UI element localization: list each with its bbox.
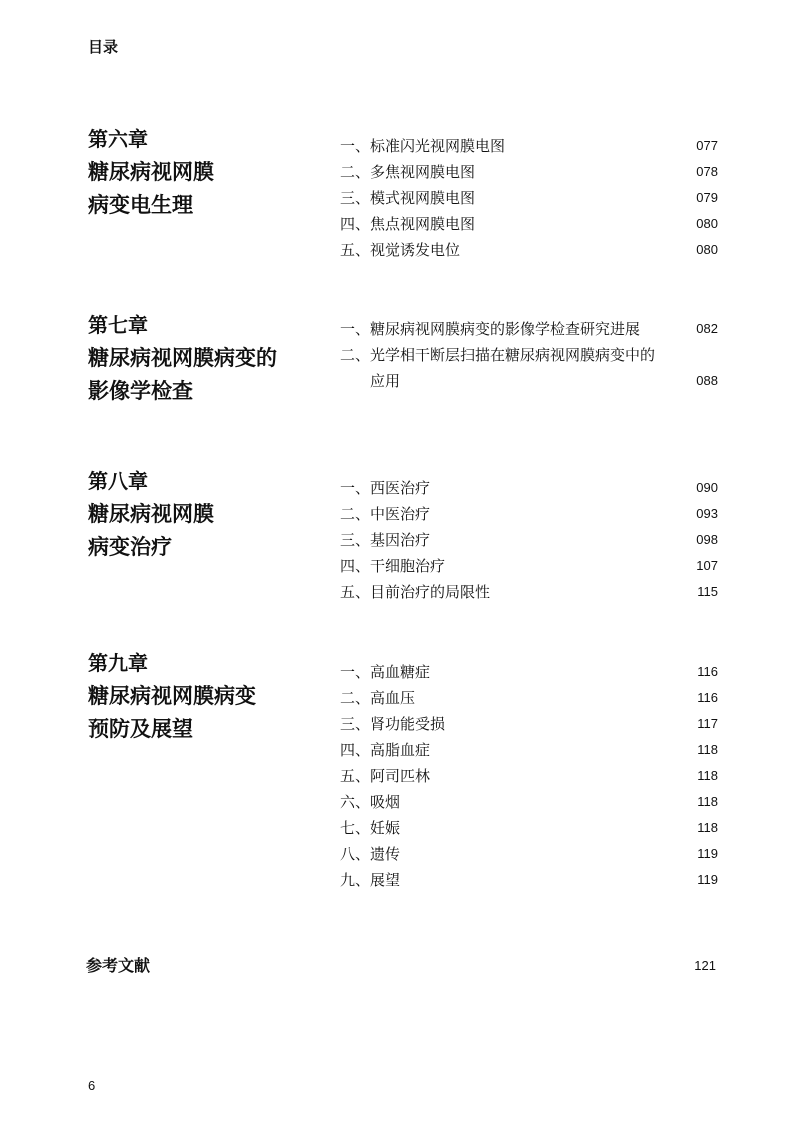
entry-page: 118 bbox=[697, 768, 718, 783]
entry-text: 九、展望 bbox=[340, 871, 401, 889]
toc-entry[interactable] bbox=[340, 475, 718, 501]
section-list bbox=[340, 475, 718, 605]
toc-entry[interactable] bbox=[340, 342, 718, 394]
toc-entry[interactable] bbox=[340, 185, 718, 211]
page-header: 目录 bbox=[88, 38, 119, 56]
toc-entry[interactable] bbox=[340, 841, 718, 867]
entry-text: 二、中医治疗 bbox=[340, 505, 431, 523]
entry-text: 四、干细胞治疗 bbox=[340, 557, 446, 575]
chapter-title-line: 病变电生理 bbox=[88, 193, 193, 217]
entry-page: 118 bbox=[697, 742, 718, 757]
chapter-6 bbox=[88, 126, 718, 259]
section-list bbox=[340, 316, 718, 394]
entry-page: 082 bbox=[696, 321, 718, 336]
entry-page: 119 bbox=[697, 872, 718, 887]
entry-text: 二、高血压 bbox=[340, 689, 416, 707]
entry-text: 一、高血糖症 bbox=[340, 663, 431, 681]
toc-entry[interactable] bbox=[340, 711, 718, 737]
toc-entry[interactable] bbox=[340, 789, 718, 815]
entry-page: 079 bbox=[696, 190, 718, 205]
chapter-title-line: 糖尿病视网膜 bbox=[88, 502, 214, 526]
toc-entry[interactable] bbox=[340, 501, 718, 527]
entry-page: 098 bbox=[696, 532, 718, 547]
chapter-title-line: 预防及展望 bbox=[88, 717, 193, 741]
references-label: 参考文献 bbox=[86, 956, 151, 975]
entry-text-continued: 应用 bbox=[370, 372, 401, 390]
entry-text: 五、视觉诱发电位 bbox=[340, 241, 461, 259]
toc-entry[interactable] bbox=[340, 763, 718, 789]
toc-entry[interactable] bbox=[340, 133, 718, 159]
chapter-8 bbox=[88, 468, 718, 601]
entry-page: 090 bbox=[696, 480, 718, 495]
chapter-number: 第六章 bbox=[88, 127, 148, 151]
entry-text: 三、基因治疗 bbox=[340, 531, 431, 549]
entry-text: 二、光学相干断层扫描在糖尿病视网膜病变中的 bbox=[340, 346, 656, 364]
entry-text: 五、阿司匹林 bbox=[340, 767, 431, 785]
toc-entry[interactable] bbox=[340, 316, 718, 342]
references-entry[interactable] bbox=[86, 954, 716, 978]
section-list bbox=[340, 659, 718, 893]
entry-page: 088 bbox=[696, 373, 718, 388]
section-list bbox=[340, 133, 718, 263]
toc-entry[interactable] bbox=[340, 211, 718, 237]
entry-text: 四、高脂血症 bbox=[340, 741, 431, 759]
entry-page: 115 bbox=[697, 584, 718, 599]
entry-page: 116 bbox=[697, 690, 718, 705]
chapter-title-line: 糖尿病视网膜病变的 bbox=[88, 346, 277, 370]
entry-text: 一、标准闪光视网膜电图 bbox=[340, 137, 506, 155]
toc-entry[interactable] bbox=[340, 579, 718, 605]
toc-entry[interactable] bbox=[340, 867, 718, 893]
chapter-7 bbox=[88, 312, 718, 408]
entry-page: 080 bbox=[696, 216, 718, 231]
toc-entry[interactable] bbox=[340, 659, 718, 685]
entry-page: 080 bbox=[696, 242, 718, 257]
entry-text: 三、模式视网膜电图 bbox=[340, 189, 476, 207]
entry-page: 118 bbox=[697, 794, 718, 809]
chapter-title-line: 病变治疗 bbox=[88, 535, 172, 559]
toc-entry[interactable] bbox=[340, 685, 718, 711]
chapter-title-line: 糖尿病视网膜 bbox=[88, 160, 214, 184]
toc-entry[interactable] bbox=[340, 237, 718, 263]
references-page: 121 bbox=[694, 958, 716, 973]
entry-page: 078 bbox=[696, 164, 718, 179]
entry-text: 七、妊娠 bbox=[340, 819, 401, 837]
toc-entry[interactable] bbox=[340, 553, 718, 579]
entry-text: 三、肾功能受损 bbox=[340, 715, 446, 733]
entry-page: 119 bbox=[697, 846, 718, 861]
chapter-title-line: 糖尿病视网膜病变 bbox=[88, 684, 256, 708]
entry-page: 107 bbox=[696, 558, 718, 573]
entry-page: 093 bbox=[696, 506, 718, 521]
chapter-number: 第八章 bbox=[88, 469, 148, 493]
entry-text: 八、遗传 bbox=[340, 845, 401, 863]
entry-text: 一、西医治疗 bbox=[340, 479, 431, 497]
chapter-9 bbox=[88, 650, 718, 889]
entry-text: 六、吸烟 bbox=[340, 793, 401, 811]
toc-entry[interactable] bbox=[340, 159, 718, 185]
entry-text: 五、目前治疗的局限性 bbox=[340, 583, 491, 601]
entry-page: 118 bbox=[697, 820, 718, 835]
page-number: 6 bbox=[88, 1078, 96, 1093]
chapter-title-line: 影像学检查 bbox=[88, 379, 193, 403]
entry-text: 四、焦点视网膜电图 bbox=[340, 215, 476, 233]
toc-entry[interactable] bbox=[340, 737, 718, 763]
entry-page: 077 bbox=[696, 138, 718, 153]
toc-entry[interactable] bbox=[340, 527, 718, 553]
chapter-number: 第七章 bbox=[88, 313, 148, 337]
chapter-number: 第九章 bbox=[88, 651, 148, 675]
toc-entry[interactable] bbox=[340, 815, 718, 841]
entry-text: 二、多焦视网膜电图 bbox=[340, 163, 476, 181]
entry-page: 117 bbox=[697, 716, 718, 731]
entry-page: 116 bbox=[697, 664, 718, 679]
entry-text: 一、糖尿病视网膜病变的影像学检查研究进展 bbox=[340, 320, 641, 338]
